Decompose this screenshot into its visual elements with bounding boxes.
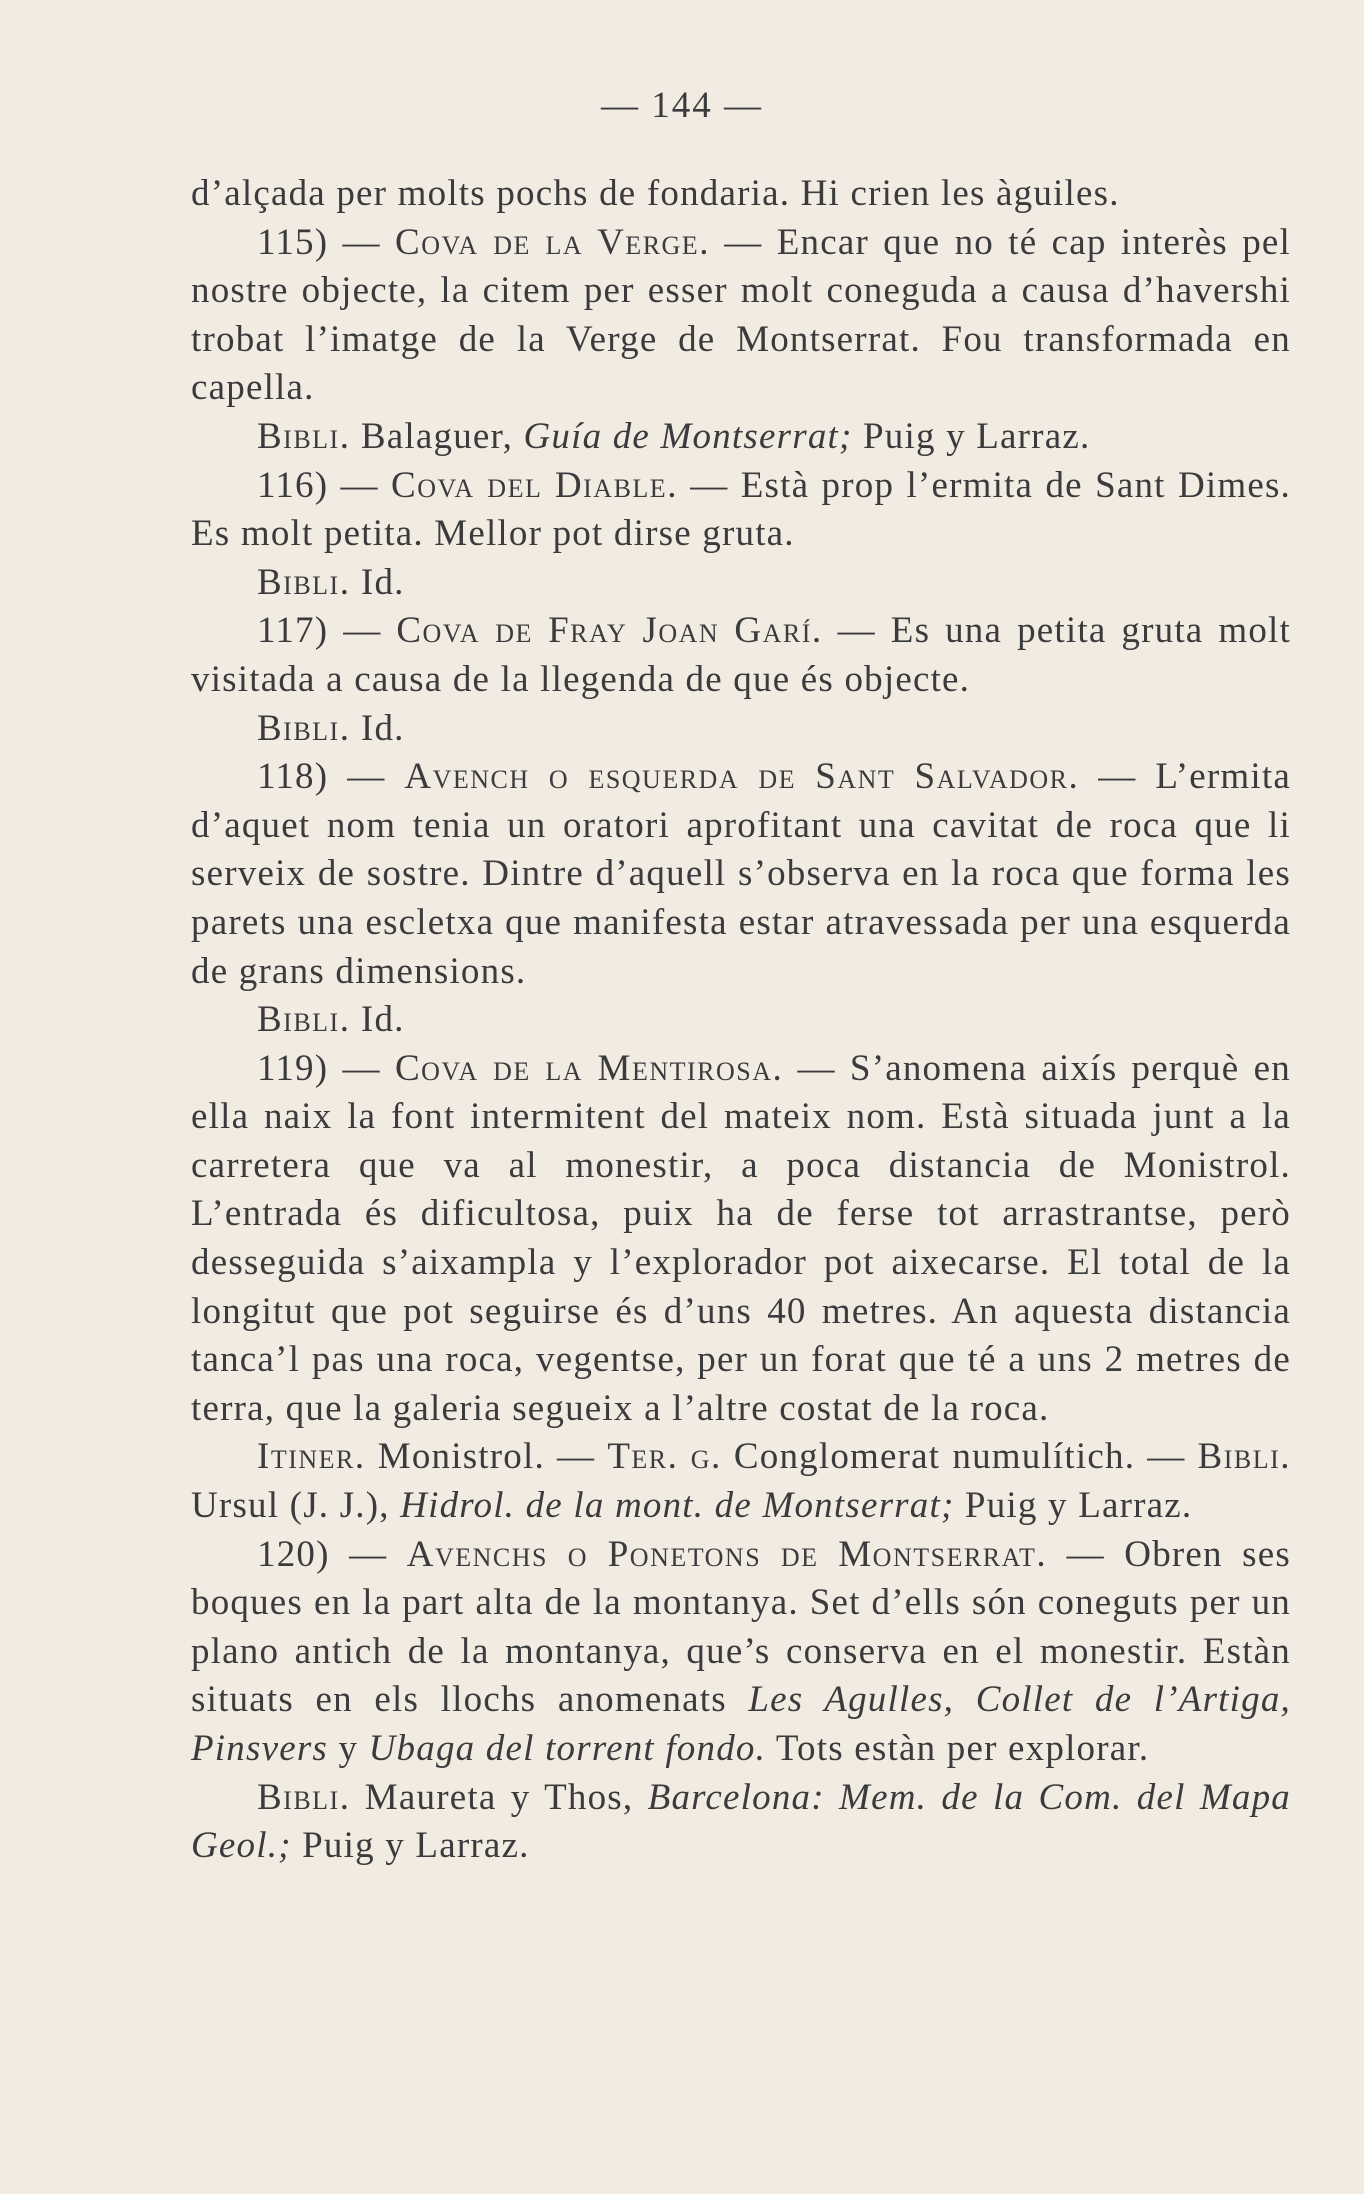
entry-title: Cova del Diable.	[391, 464, 678, 506]
entry-title: Cova de la Verge.	[395, 221, 710, 263]
entry-title: Cova de la Mentirosa.	[394, 1047, 784, 1089]
paragraph: d’alçada per molts pochs de fondaria. Hi crien les àguiles.	[191, 173, 1120, 214]
page-number: — 144 —	[601, 85, 763, 126]
entry-116: 116) — Cova del Diable. — Està prop l’ermita de Sant Dimes. Es molt petita. Mellor pot dirse gruta.	[191, 464, 1291, 555]
entry-title: Avench o esquerda de Sant Salvador.	[404, 756, 1080, 798]
entry-115: 115) — Cova de la Verge. — Encar que no té cap interès pel nostre objecte, la citem per esser molt coneguda a causa d’havershi trobat l’imatge de la Verge de Montserrat. Fou transformada en capella.	[191, 221, 1291, 409]
entry-120: 120) — Avenchs o Ponetons de Montserrat. — Obren ses boques en la part alta de la montanya. Set d’ells són coneguts per un plano antich de la montanya, que’s conserva en el monestir. Estàn situats en els llochs anomenats Les Agulles, Collet de l’Artiga, Pinsvers y Ubaga del torrent fondo. Tots estàn per explorar.	[191, 1533, 1291, 1769]
entry-title: Avenchs o Ponetons de Montserrat.	[406, 1533, 1048, 1575]
bibliography: Bibli. Balaguer, Guía de Montserrat; Puig y Larraz.	[257, 415, 1091, 457]
bibliography: Bibli. Id.	[257, 999, 405, 1041]
page-text	[191, 170, 1291, 1871]
entry-118: 118) — Avench o esquerda de Sant Salvador. — L’ermita d’aquet nom tenia un oratori aprofitant una cavitat de roca que li serveix de sostre. Dintre d’aquell s’observa en la roca que forma les parets una escletxa que manifesta estar atravessada per una esquerda de grans dimensions.	[191, 756, 1291, 992]
entry-title: Cova de Fray Joan Garí.	[396, 610, 823, 652]
entry-119: 119) — Cova de la Mentirosa. — S’anomena aixís perquè en ella naix la font intermitent del mateix nom. Està situada junt a la carretera que va al monestir, a poca distancia de Monistrol. L’entrada és dificultosa, puix ha de ferse tot arrastrantse, però desseguida s’aixampla y l’explorador pot aixecarse. El total de la longitut que pot seguirse és d’uns 40 metres. An aquesta distancia tanca’l pas una roca, vegentse, per un forat que té a uns 2 metres de terra, que la galeria segueix a l’altre costat de la roca.	[191, 1047, 1291, 1429]
bibliography: Bibli. Maureta y Thos, Barcelona: Mem. de la Com. del Mapa Geol.; Puig y Larraz.	[191, 1776, 1291, 1867]
bibliography: Bibli. Id.	[257, 561, 405, 603]
itinerary-bibliography: Itiner. Monistrol. — Ter. g. Conglomerat numulítich. — Bibli. Ursul (J. J.), Hidrol. de la mont. de Montserrat; Puig y Larraz.	[191, 1436, 1291, 1527]
bibliography: Bibli. Id.	[257, 707, 405, 749]
entry-117: 117) — Cova de Fray Joan Garí. — Es una petita gruta molt visitada a causa de la llegenda de que és objecte.	[191, 610, 1292, 700]
